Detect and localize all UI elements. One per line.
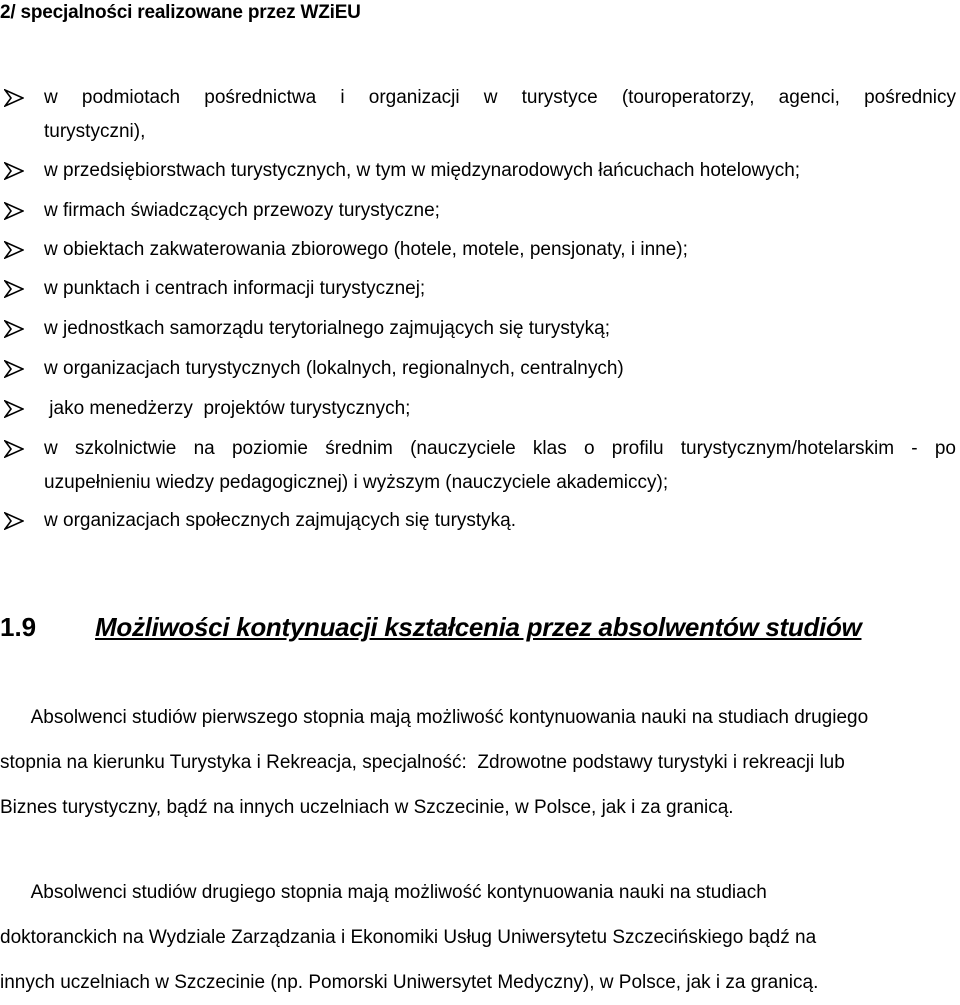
paragraph-line: stopnia na kierunku Turystyka i Rekreacja, specjalność: Zdrowotne podstawy turystyki i rekreacji lub	[0, 752, 845, 773]
paragraph-line: Biznes turystyczny, bądź na innych uczelniach w Szczecinie, w Polsce, jak i za granicą.	[0, 797, 734, 818]
specializations-heading: 2/ specjalności realizowane przez WZiEU	[0, 2, 361, 23]
list-item-text: turystyczni),	[44, 121, 146, 142]
paragraph-first-degree	[0, 695, 960, 830]
arrowhead-bullet-icon	[4, 400, 24, 418]
paragraph-line: doktoranckich na Wydziale Zarządzania i Ekonomiki Usług Uniwersytetu Szczecińskiego bądź na	[0, 927, 817, 948]
paragraph-line: innych uczelniach w Szczecinie (np. Pomorski Uniwersytet Medyczny), w Polsce, jak i za granicą.	[0, 972, 819, 993]
list-item-text: w punktach i centrach informacji turystycznej;	[44, 278, 426, 299]
arrowhead-bullet-icon	[4, 280, 24, 298]
paragraph-line: Absolwenci studiów drugiego stopnia mają możliwość kontynuowania nauki na studiach	[0, 882, 767, 903]
list-item-text: w organizacjach turystycznych (lokalnych, regionalnych, centralnych)	[44, 358, 624, 379]
list-item-text: uzupełnieniu wiedzy pedagogicznej) i wyższym (nauczyciele akademiccy);	[44, 472, 669, 493]
list-item-text: jako menedżerzy projektów turystycznych;	[44, 398, 411, 419]
list-item-text: w podmiotach pośrednictwa i organizacji w turystyce (touroperatorzy, agenci, pośrednicy	[44, 87, 956, 108]
arrowhead-bullet-icon	[4, 360, 24, 378]
list-item-text: w przedsiębiorstwach turystycznych, w tym w międzynarodowych łańcuchach hotelowych;	[44, 160, 801, 181]
arrowhead-bullet-icon	[4, 320, 24, 338]
arrowhead-bullet-icon	[4, 440, 24, 458]
list-item-text: w szkolnictwie na poziomie średnim (nauczyciele klas o profilu turystycznym/hotelarskim - po	[44, 438, 956, 459]
section-number: 1.9	[0, 612, 37, 642]
paragraph-second-degree	[0, 870, 960, 1005]
arrowhead-bullet-icon	[4, 162, 24, 180]
arrowhead-bullet-icon	[4, 89, 24, 107]
section-title: Możliwości kontynuacji kształcenia przez absolwentów studiów	[95, 612, 862, 642]
arrowhead-bullet-icon	[4, 202, 24, 220]
arrowhead-bullet-icon	[4, 512, 24, 530]
list-item-text: w jednostkach samorządu terytorialnego zajmujących się turystyką;	[44, 318, 611, 339]
list-item-text: w obiektach zakwaterowania zbiorowego (hotele, motele, pensjonaty, i inne);	[44, 239, 688, 260]
list-item-text: w organizacjach społecznych zajmujących się turystyką.	[44, 510, 517, 531]
paragraph-line: Absolwenci studiów pierwszego stopnia mają możliwość kontynuowania nauki na studiach drugiego	[0, 707, 869, 728]
arrowhead-bullet-icon	[4, 241, 24, 259]
list-item-text: w firmach świadczących przewozy turystyczne;	[44, 200, 440, 221]
